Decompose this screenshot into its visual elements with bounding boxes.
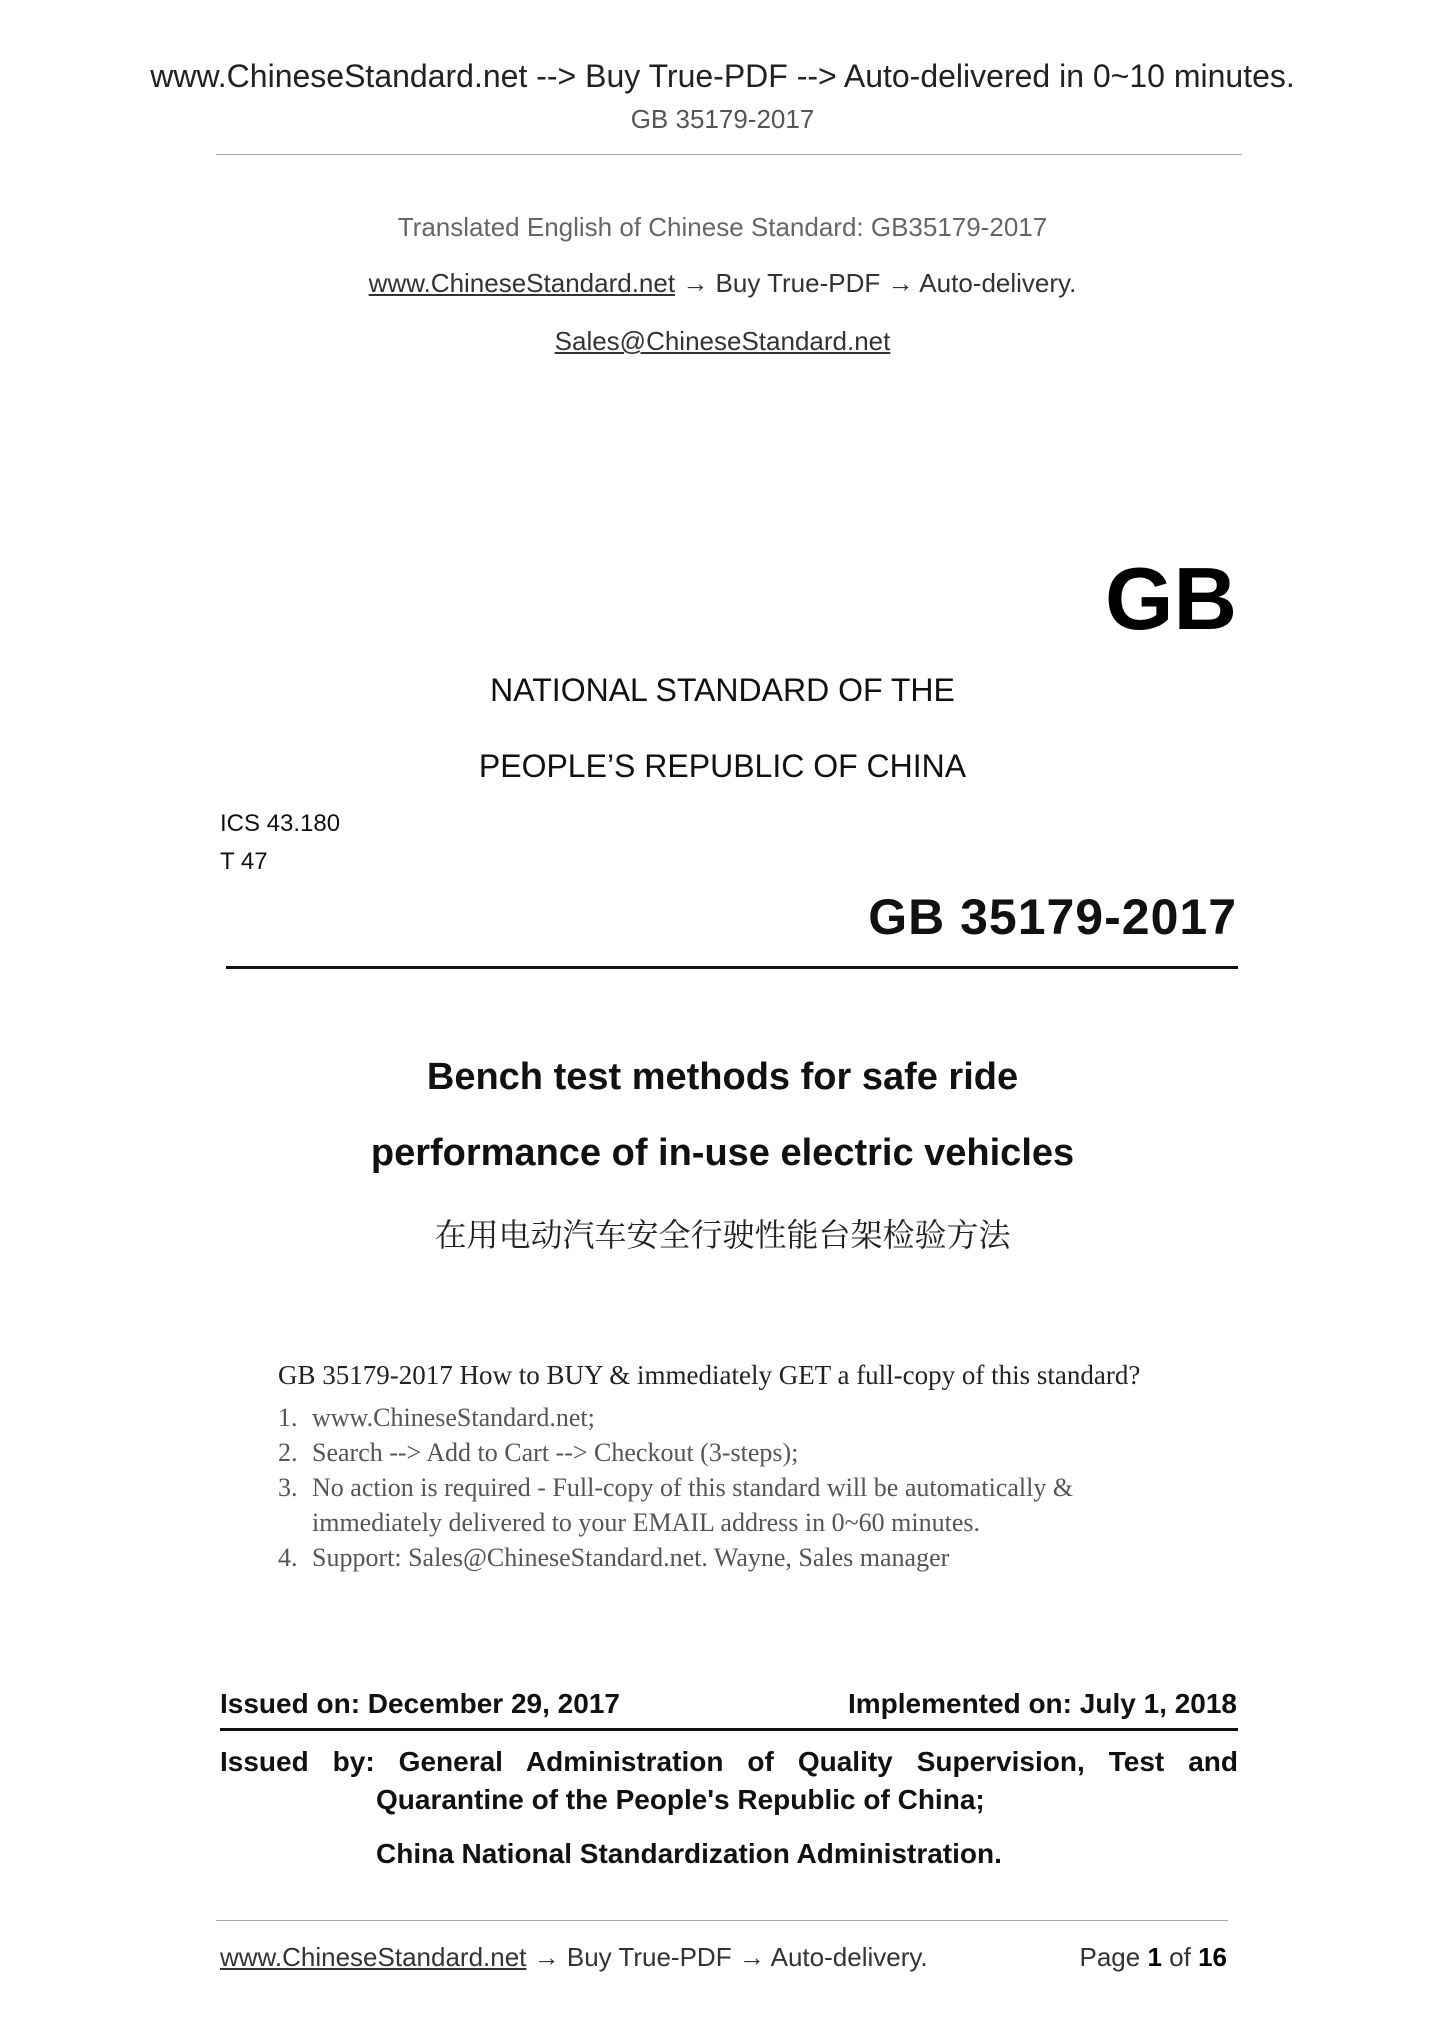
sales-email-link[interactable]: Sales@ChineseStandard.net bbox=[554, 326, 891, 356]
standard-number: GB 35179-2017 bbox=[868, 889, 1237, 945]
arrow-right-icon: → bbox=[682, 268, 709, 298]
list-item: 2. Search --> Add to Cart --> Checkout (3-steps); bbox=[278, 1438, 799, 1467]
buy-text: Buy True-PDF bbox=[715, 268, 881, 298]
delivery-text: Auto-delivery. bbox=[919, 268, 1077, 298]
title-divider bbox=[226, 966, 1238, 969]
page-indicator: Page 1 of 16 bbox=[1079, 1942, 1227, 1972]
list-item: 1. www.ChineseStandard.net; bbox=[278, 1403, 595, 1432]
footer-delivery-text: Auto-delivery. bbox=[770, 1942, 928, 1972]
list-item: 3. No action is required - Full-copy of this standard will be automatically & bbox=[278, 1473, 1074, 1502]
intro-link-line bbox=[0, 268, 1445, 299]
gb-logo: GB bbox=[1105, 549, 1237, 648]
arrow-right-icon: → bbox=[738, 1942, 765, 1972]
translated-notice: Translated English of Chinese Standard: GB35179-2017 bbox=[397, 212, 1048, 242]
national-standard-line1: NATIONAL STANDARD OF THE bbox=[490, 672, 955, 708]
issuer-line3: China National Standardization Administration. bbox=[376, 1838, 1002, 1869]
footer-buy-text: Buy True-PDF bbox=[566, 1942, 732, 1972]
issued-date: Issued on: December 29, 2017 bbox=[220, 1688, 620, 1719]
t-code: T 47 bbox=[220, 848, 268, 875]
arrow-right-icon: → bbox=[887, 268, 914, 298]
header-code: GB 35179-2017 bbox=[630, 104, 815, 134]
purchase-question: GB 35179-2017 How to BUY & immediately GET a full-copy of this standard? bbox=[278, 1360, 1141, 1390]
national-standard-line2: PEOPLE’S REPUBLIC OF CHINA bbox=[478, 748, 967, 784]
page-total: 16 bbox=[1198, 1942, 1227, 1972]
footer-divider bbox=[216, 1920, 1228, 1921]
header-banner: www.ChineseStandard.net --> Buy True-PDF --> Auto-delivered in 0~10 minutes. bbox=[150, 58, 1295, 94]
purchase-steps bbox=[278, 1400, 1073, 1575]
ics-code: ICS 43.180 bbox=[220, 810, 341, 837]
list-item-continuation: immediately delivered to your EMAIL address in 0~60 minutes. bbox=[312, 1508, 981, 1537]
footer-links bbox=[220, 1942, 928, 1973]
title-line1: Bench test methods for safe ride bbox=[426, 1056, 1019, 1098]
title-chinese: 在用电动汽车安全行驶性能台架检验方法 bbox=[434, 1217, 1011, 1253]
footer-site-link[interactable]: www.ChineseStandard.net bbox=[220, 1942, 527, 1972]
site-link[interactable]: www.ChineseStandard.net bbox=[368, 268, 676, 298]
header-divider bbox=[216, 154, 1242, 155]
dates-divider bbox=[220, 1728, 1238, 1731]
page-number: 1 bbox=[1147, 1942, 1162, 1972]
arrow-right-icon: → bbox=[533, 1942, 560, 1972]
title-line2: performance of in-use electric vehicles bbox=[370, 1132, 1075, 1174]
list-item: 4. Support: Sales@ChineseStandard.net. Wayne, Sales manager bbox=[278, 1543, 950, 1572]
implemented-date: Implemented on: July 1, 2018 bbox=[847, 1688, 1237, 1719]
issuer-line1: Issued by: General Administration of Quality Supervision, Test and bbox=[220, 1746, 1238, 1777]
issuer-line2: Quarantine of the People's Republic of China; bbox=[376, 1784, 985, 1815]
